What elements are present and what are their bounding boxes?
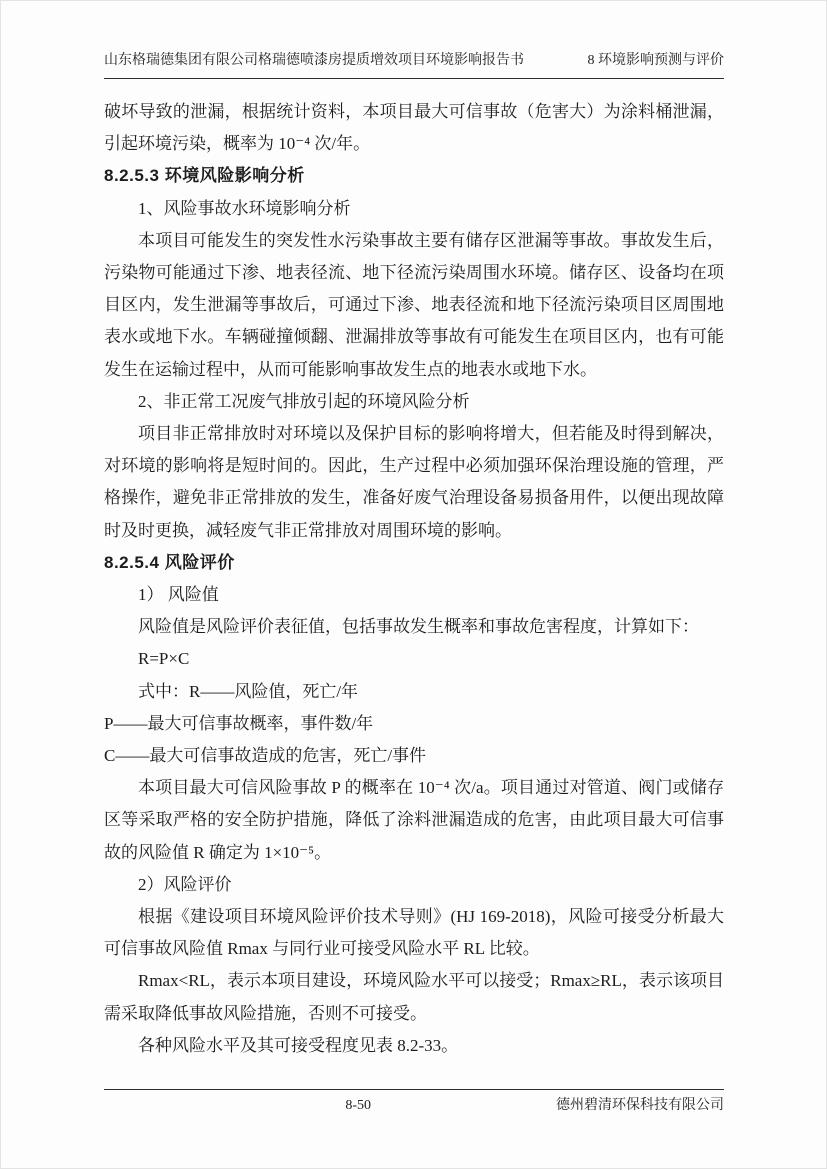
paragraph: 根据《建设项目环境风险评价技术导则》(HJ 169-2018)，风险可接受分析最大可信事故风险值 Rmax 与同行业可接受风险水平 RL 比较。 [104, 907, 724, 959]
paragraph: P——最大可信事故概率，事件数/年 [104, 713, 374, 733]
paragraph: 各种风险水平及其可接受程度见表 8.2-33。 [138, 1035, 459, 1055]
paragraph: 项目非正常排放时对环境以及保护目标的影响将增大，但若能及时得到解决，对环境的影响将是短时间的。因此，生产过程中必须加强环保治理设施的管理，严格操作，避免非正常排放的发生，准备好废气治理设备易损备用件，以便出现故障时及时更换，减轻废气非正常排放对周围环境的影响。 [104, 424, 724, 540]
header-chapter-title: 8 环境影响预测与评价 [587, 53, 724, 68]
page-number: 8-50 [345, 1098, 372, 1113]
paragraph: 风险值是风险评价表征值，包括事故发生概率和事故危害程度，计算如下： [138, 617, 699, 637]
paragraph: 2、非正常工况废气排放引起的环境风险分析 [138, 391, 470, 411]
page-footer [104, 1089, 724, 1119]
paragraph: 本项目最大可信风险事故 P 的概率在 10⁻⁴ 次/a。项目通过对管道、阀门或储存区等采取严格的安全防护措施，降低了涂料泄漏造成的危害，由此项目最大可信事故的风险值 R 确定为 1×10⁻⁵。 [104, 778, 724, 862]
paragraph: 式中：R——风险值，死亡/年 [138, 681, 359, 701]
paragraph: 本项目可能发生的突发性水污染事故主要有储存区泄漏等事故。事故发生后，污染物可能通过下渗、地表径流、地下径流污染周围水环境。储存区、设备均在项目区内，发生泄漏等事故后，可通过下渗、地表径流和地下径流污染项目区周围地表水或地下水。车辆碰撞倾翻、泄漏排放等事故有可能发生在项目区内，也有可能发生在运输过程中，从而可能影响事故发生点的地表水或地下水。 [104, 230, 724, 379]
paragraph: 1） 风险值 [138, 585, 219, 605]
footer-company-name: 德州碧清环保科技有限公司 [556, 1098, 724, 1113]
header-report-title: 山东格瑞德集团有限公司格瑞德喷漆房提质增效项目环境影响报告书 [104, 53, 524, 68]
section-heading: 8.2.5.3 环境风险影响分析 [104, 166, 305, 186]
paragraph: C——最大可信事故造成的危害，死亡/事件 [104, 746, 427, 766]
paragraph: R=P×C [138, 649, 190, 669]
page-header [104, 51, 724, 79]
paragraph: 2）风险评价 [138, 874, 232, 894]
section-heading: 8.2.5.4 风险评价 [104, 552, 235, 572]
document-body [104, 96, 724, 1062]
paragraph: 破坏导致的泄漏，根据统计资料，本项目最大可信事故（危害大）为涂料桶泄漏，引起环境污染，概率为 10⁻⁴ 次/年。 [104, 102, 724, 154]
paragraph: 1、风险事故水环境影响分析 [138, 198, 351, 218]
paragraph: Rmax<RL，表示本项目建设，环境风险水平可以接受；Rmax≥RL，表示该项目需采取降低事故风险措施，否则不可接受。 [104, 971, 724, 1023]
